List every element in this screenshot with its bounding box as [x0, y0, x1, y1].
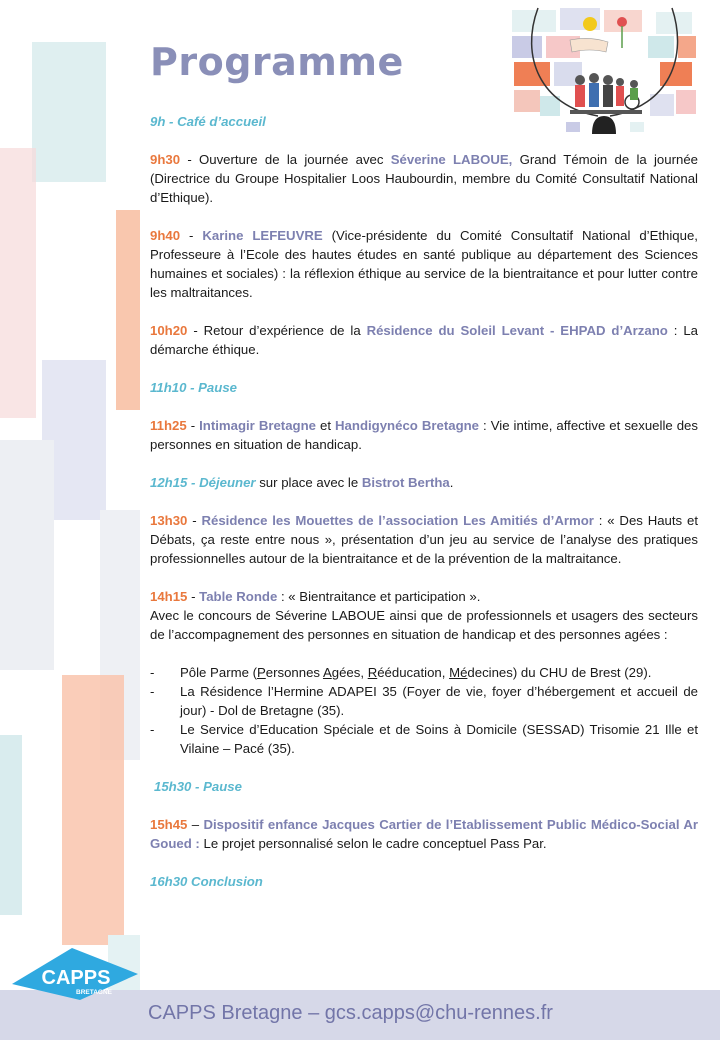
agenda-item [150, 815, 698, 853]
time-label: 9h - Café d’accueil [150, 114, 266, 129]
time-label: 15h45 [150, 817, 188, 832]
agenda-item [150, 226, 698, 302]
time-label: 10h20 [150, 323, 188, 338]
list-dash: - [150, 684, 155, 699]
item-text: A [322, 665, 332, 680]
item-text: decines) du CHU de Brest (29). [467, 665, 652, 680]
decor-block [32, 42, 106, 182]
item-text: sur place avec le [255, 475, 362, 490]
item-text: : La démarche éthique. [150, 323, 698, 357]
list-dash: - [150, 722, 155, 737]
item-text: - [187, 513, 202, 528]
item-text: . [449, 475, 454, 490]
list-item [150, 663, 698, 682]
programme-list [150, 112, 698, 910]
decor-block [0, 735, 22, 915]
list-item [150, 682, 698, 720]
item-text: P [256, 665, 266, 680]
logo-sub-text: BRETAGNE [76, 989, 112, 996]
speaker-name: Bistrot Bertha [361, 475, 450, 490]
agenda-item [150, 473, 698, 492]
item-text: Avec le concours de Séverine LABOUE ainsi que de professionnels et usagers des secteurs de l’accompagnement des personnes en situation de handicap et des personnes agées : [150, 608, 698, 642]
agenda-item [150, 872, 698, 891]
logo-main-text: CAPPS [41, 967, 111, 989]
item-text: : « Des Hauts et Débats, ça reste entre nous », présentation d’un jeu au service de l’analyse des pratiques professionnelles autour de la bientraitance et de la prévention de la maltraitance. [150, 513, 698, 566]
item-text: La Résidence l’Hermine ADAPEI 35 (Foyer de vie, foyer d’hébergement et accueil de jour) - Dol de Bretagne (35). [180, 684, 698, 718]
speaker-name: Dispositif enfance Jacques Cartier de l’Etablissement Public Médico-Social Ar Goued : [150, 817, 698, 851]
list-dash: - [150, 665, 155, 680]
item-text: gées, [331, 665, 368, 680]
item-text: R [367, 665, 378, 680]
speaker-name: Intimagir Bretagne [199, 418, 316, 433]
agenda-item [150, 511, 698, 568]
time-label: 11h25 [150, 418, 187, 433]
footer-contact: CAPPS Bretagne – gcs.capps@chu-rennes.fr [148, 1002, 553, 1024]
item-text: Grand Témoin de la journée (Directrice du Groupe Hospitalier Loos Haubourdin, membre du Comité Consultatif National d’Ethique). [150, 152, 698, 205]
agenda-item [150, 378, 698, 397]
decor-block [0, 440, 54, 670]
item-text: - Retour d’expérience de la [187, 323, 367, 338]
item-text: et [315, 418, 336, 433]
item-text: (Vice-présidente du Comité Consultatif National d’Ethique, Professeure à l’Ecole des hautes études en santé publique au département des Sciences humaines et sociales) : la réflexion éthique au service de la bientraitance et pour lutter contre les maltraitances. [150, 228, 698, 300]
agenda-item [150, 321, 698, 359]
time-label: 9h30 [150, 152, 181, 167]
agenda-item [150, 587, 698, 644]
decor-block [116, 210, 140, 410]
time-label: 13h30 [150, 513, 188, 528]
item-text: : « Bientraitance et participation ». [277, 589, 481, 604]
list-item [150, 720, 698, 758]
agenda-item [150, 150, 698, 207]
speaker-name: Handigynéco Bretagne [335, 418, 480, 433]
time-label: 14h15 [150, 589, 188, 604]
capps-logo [10, 944, 140, 1002]
time-label: 12h15 - Déjeuner [150, 475, 256, 490]
agenda-item [150, 777, 698, 796]
item-text: ééducation, [377, 665, 450, 680]
item-text: - Ouverture de la journée avec [180, 152, 391, 167]
time-label: 15h30 - Pause [154, 779, 242, 794]
time-label: 16h30 Conclusion [150, 874, 263, 889]
time-label: 11h10 - Pause [150, 380, 237, 395]
decor-block [62, 675, 124, 945]
item-text: Le Service d’Education Spéciale et de Soins à Domicile (SESSAD) Trisomie 21 Ille et Vilaine – Pacé (35). [180, 722, 698, 756]
decor-block [0, 148, 36, 418]
item-text: - [180, 228, 203, 243]
participants-list [150, 663, 698, 758]
item-text: – [187, 817, 204, 832]
page-title: Programme [150, 40, 404, 84]
item-text: Mé [449, 665, 468, 680]
time-label: 9h40 [150, 228, 181, 243]
agenda-item [150, 112, 698, 131]
speaker-name: Résidence du Soleil Levant - EHPAD d’Arzano [366, 323, 668, 338]
item-text: ersonnes [265, 665, 323, 680]
speaker-name: Karine LEFEUVRE [202, 228, 323, 243]
item-text: - [187, 589, 200, 604]
item-text: Pôle Parme ( [180, 665, 257, 680]
speaker-name: Résidence les Mouettes de l’association Les Amitiés d’Armor [201, 513, 594, 528]
item-text: Le projet personnalisé selon le cadre conceptuel Pass Par. [199, 836, 547, 851]
item-text: : Vie intime, affective et sexuelle des personnes en situation de handicap. [150, 418, 698, 452]
speaker-name: Table Ronde [199, 589, 278, 604]
speaker-name: Séverine LABOUE, [390, 152, 513, 167]
item-text: - [186, 418, 200, 433]
agenda-item [150, 416, 698, 454]
